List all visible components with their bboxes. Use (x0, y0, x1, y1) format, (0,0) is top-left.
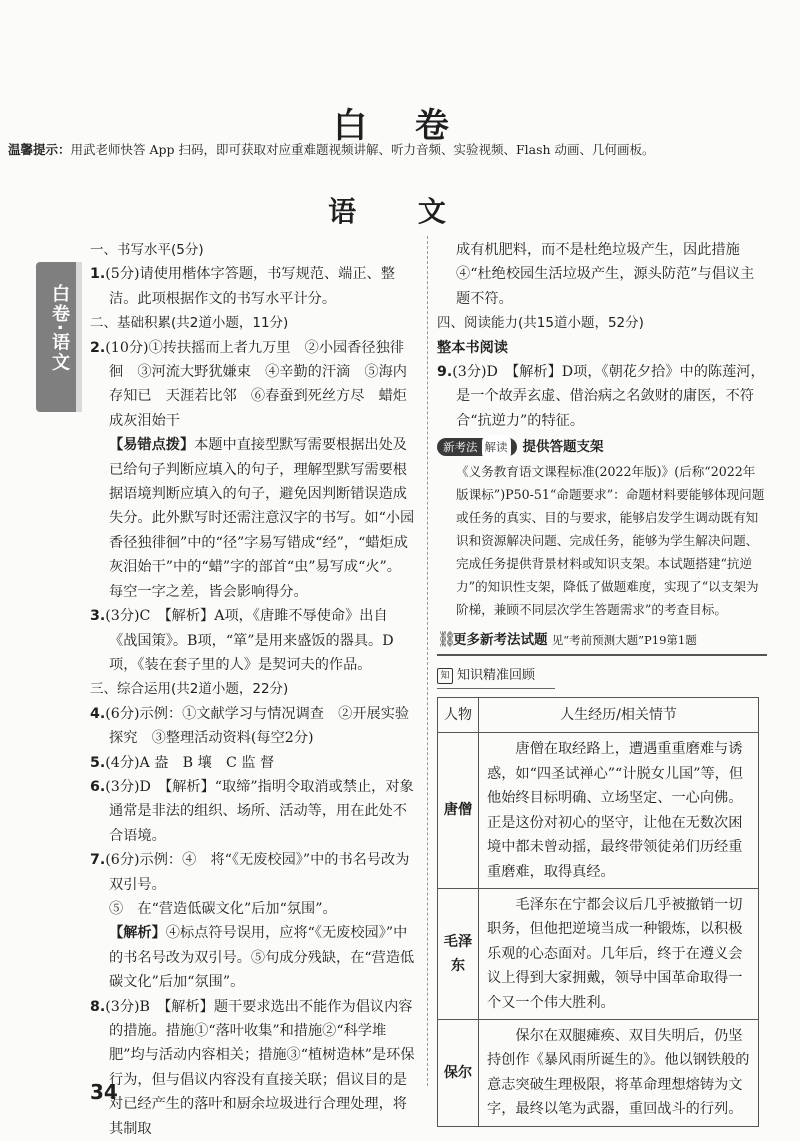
question-number: 8. (90, 998, 106, 1015)
side-tab-label: 白卷·语文 (49, 284, 70, 373)
section-heading: 二、基础积累(共2道小题，11分) (90, 315, 289, 332)
side-tab-bar (76, 262, 82, 412)
table-head-story: 人生经历/相关情节 (479, 698, 759, 733)
answer-text: (3分)C 【解析】A项，《唐雎不辱使命》出自《战国策》。B项，“箪”是用来盛饭的器具。D项，《装在套子里的人》是契诃夫的作品。 (105, 608, 394, 673)
question-number: 7. (90, 852, 106, 869)
table-head-person: 人物 (438, 698, 479, 733)
link-icon: ⛓ (437, 629, 457, 648)
table-cell-desc: 毛泽东在宁都会议后几乎被撤销一切职务，但他把逆境当成一种锻炼，以积极乐观的心态面对。几年后，终于在遵义会议上得到大家拥戴，领导中国革命取得一个又一个伟大胜利。 (479, 888, 759, 1019)
answer-item (90, 848, 415, 897)
analysis-note (90, 921, 415, 994)
tip-line (8, 140, 798, 158)
answer-subitem: ⑤ 在“营造低碳文化”后加“氛围”。 (109, 900, 337, 917)
note-label: 【易错点拨】 (109, 437, 195, 454)
page-number: 34 (90, 1080, 118, 1104)
badge-title: 提供答题支架 (522, 439, 604, 456)
table-row (438, 733, 759, 888)
table-cell-name: 毛泽东 (438, 888, 479, 1019)
table-cell-name: 唐僧 (438, 733, 479, 888)
answer-item (90, 604, 415, 677)
knowledge-table (437, 697, 759, 1126)
section-heading: 一、书写水平(5分) (90, 242, 204, 258)
answer-text: (6分)示例：④ 将“《无废校园》”中的书名号改为双引号。 (105, 852, 410, 893)
answer-item (90, 262, 415, 311)
answer-item (437, 360, 767, 433)
subsection-heading: 整本书阅读 (437, 339, 508, 356)
question-number: 5. (90, 754, 106, 771)
table-header (438, 698, 759, 733)
answer-item (90, 775, 415, 848)
note-label: 【解析】 (109, 925, 166, 942)
answer-text: (3分)D 【解析】“取缔”指明令取消或禁止，对象通常是非法的组织、场所、活动等，用在此处不合语境。 (105, 778, 414, 844)
column-divider (427, 236, 428, 1086)
answer-item (90, 995, 415, 1141)
answer-text: (3分)B 【解析】题干要求选出不能作为倡议内容的措施。措施①“落叶收集”和措施②“科学堆肥”均与活动内容相关；措施③“植树造林”是环保行为，但与倡议内容没有直接关联；倡议目的是对已经产生的落叶和厨余垃圾进行合理处理，将其制取 (105, 998, 415, 1137)
subject-title: 语 文 (328, 195, 472, 228)
note-text: 本题中直接型默写需要根据出处及已给句子判断应填入的句子，理解型默写需要根据语境判断应填入的句子，避免因判断错误造成失分。此外默写时还需注意汉字的书写。如“小园香径独徘徊”中的“径”字易写错成“经”，“蜡炬成灰泪始干”中的“蜡”字的部首“虫”易写成“火”。每空一字之差，皆会影响得分。 (109, 437, 415, 600)
question-number: 6. (90, 778, 106, 795)
new-method-row (437, 435, 767, 459)
section-heading: 四、阅读能力(共15道小题，52分) (437, 315, 644, 332)
left-column (90, 238, 415, 1141)
answer-text: (5分)请使用楷体字答题，书写规范、端正、整洁。此项根据作文的书写水平计分。 (105, 266, 395, 307)
table-row (438, 888, 759, 1019)
answer-continuation: 成有机肥料，而不是杜绝垃圾产生，因此措施④“杜绝校园生活垃圾产生，源头防范”与倡议主题不符。 (456, 242, 755, 307)
tip-label: 温馨提示： (8, 142, 71, 157)
book-icon: 知 (437, 668, 453, 684)
section-heading: 三、综合运用(共2道小题，22分) (90, 681, 289, 698)
error-note (90, 433, 415, 604)
right-column (437, 238, 767, 1127)
answer-item (90, 336, 415, 434)
answer-text: (10分)①抟扶摇而上者九万里 ②小园香径独徘徊 ③河流大野犹嫌束 ④辛勤的汗滴 ⑤海内存知已 天涯若比邻 ⑥春蚕到死丝方尽 蜡炬成灰泪始干 (105, 339, 407, 429)
answer-item (90, 702, 415, 751)
answer-text: (4分)A 盎 B 壤 C 监 督 (105, 754, 275, 771)
note-text: ④标点符号误用，应将“《无废校园》”中的书名号改为双引号。⑤句成分残缺，在“营造低碳文化”后加“氛围”。 (109, 925, 415, 991)
table-cell-desc: 唐僧在取经路上，遭遇重重磨难与诱惑，如“四圣试禅心”“计脱女儿国”等，但他始终目标明确、立场坚定、一心向佛。正是这份对初心的坚守，让他在无数次困境中都未曾动摇，最终带领徒弟们历经重重磨难，取得真经。 (479, 733, 759, 888)
tip-text: 用武老师快答 App 扫码，即可获取对应重难题视频讲解、听力音频、实验视频、Flash 动画、几何画板。 (70, 142, 655, 157)
table-cell-name: 保尔 (438, 1019, 479, 1126)
table-cell-desc: 保尔在双腿瘫痪、双目失明后，仍坚持创作《暴风雨所诞生的》。他以钢铁般的意志突破生理极限，将革命理想熔铸为文字，最终以笔为武器，重回战斗的行列。 (479, 1019, 759, 1126)
answer-text: (6分)示例：①文献学习与情况调查 ②开展实验探究 ③整理活动资料(每空2分) (105, 705, 410, 747)
question-number: 9. (437, 364, 453, 381)
review-label: 知识精准回顾 (457, 668, 536, 684)
side-tab (36, 262, 82, 412)
question-number: 3. (90, 608, 106, 625)
answer-item (90, 751, 415, 775)
answer-text: (3分)D 【解析】D项，《朝花夕拾》中的陈莲河，是一个故弄玄虚、借治病之名敛财的庸医，不符合“抗逆力”的特征。 (452, 364, 765, 429)
new-method-note: 《义务教育语文课程标准(2022年版)》(后称“2022年版课标”)P50-51“命题要求”：命题材料要能够体现问题或任务的真实、目的与要求，能够启发学生调动既有知识和资源解决问题、完成任务，能够为学生解决问题、完成任务提供背景材料或知识支架。本试题搭建“抗逆力”的知识性支架，降低了做题难度，实现了“以支架为阶梯，兼顾不同层次学生答题需求”的考查目标。 (456, 463, 765, 617)
page-title: 白 卷 (333, 106, 467, 146)
question-number: 4. (90, 705, 106, 722)
badge-suffix: 解读 (482, 435, 511, 459)
question-number: 1. (90, 266, 106, 283)
knowledge-review-heading (437, 664, 555, 689)
more-ref: 见“考前预测大题”P19第1题 (551, 632, 697, 647)
question-number: 2. (90, 339, 106, 356)
table-row (438, 1019, 759, 1126)
more-label: 更多新考法试题 (453, 631, 548, 648)
more-questions-row (437, 627, 767, 656)
new-method-badge (437, 438, 517, 456)
badge-label: 新考法 (443, 440, 478, 455)
